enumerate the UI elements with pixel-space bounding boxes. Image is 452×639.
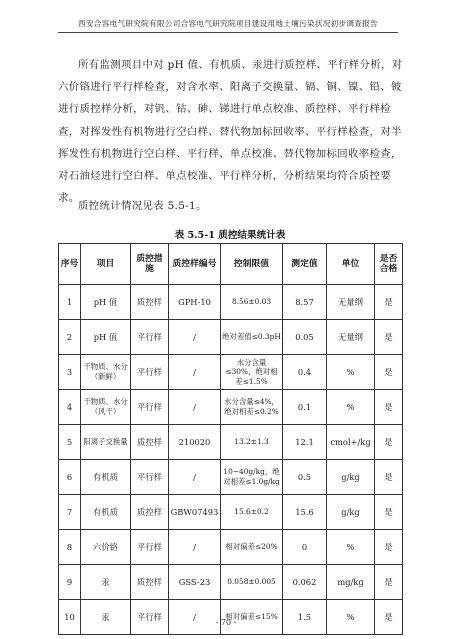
cell-qc-method: 平行样: [131, 390, 169, 425]
cell-unit: 无量纲: [327, 320, 375, 355]
cell-index: 9: [59, 565, 81, 600]
table-row: [59, 460, 403, 495]
cell-qualified: 是: [375, 425, 403, 460]
cell-qualified: 是: [375, 495, 403, 530]
table-row: [59, 530, 403, 565]
table-row: [59, 495, 403, 530]
table-row: [59, 565, 403, 600]
cell-control-limit: 相对偏差≤15%: [221, 600, 283, 635]
cell-qualified: 是: [375, 565, 403, 600]
cell-control-limit: 相对偏差≤20%: [221, 530, 283, 565]
cell-qc-sample-id: /: [169, 530, 221, 565]
cell-qc-sample-id: /: [169, 390, 221, 425]
cell-index: 5: [59, 425, 81, 460]
header-qc-method: 质控措施: [131, 244, 169, 285]
header-index: 序号: [59, 244, 81, 285]
document-header: 西安合容电气研究院有限公司合容电气研究院项目建设用地土壤污染状况初步调查报告: [78, 19, 378, 28]
cell-control-limit: 8.56±0.03: [221, 285, 283, 320]
cell-item: 六价铬: [81, 530, 131, 565]
cell-control-limit: 绝对差值≤0.3pH: [221, 320, 283, 355]
cell-control-limit: 15.6±0.2: [221, 495, 283, 530]
table-row: [59, 285, 403, 320]
header-measured-value: 测定值: [283, 244, 327, 285]
cell-qualified: 是: [375, 390, 403, 425]
cell-qualified: 是: [375, 320, 403, 355]
cell-item: 汞: [81, 600, 131, 635]
cell-control-limit: 水分含量≤30%，绝对相差≤1.5%: [221, 355, 283, 390]
cell-qc-method: 平行样: [131, 600, 169, 635]
cell-index: 6: [59, 460, 81, 495]
table-row: [59, 320, 403, 355]
cell-item: 阳离子交换量: [81, 425, 131, 460]
table-row: [59, 390, 403, 425]
cell-item: 有机质: [81, 460, 131, 495]
cell-control-limit: 水分含量≤4%，绝对相差≤0.2%: [221, 390, 283, 425]
cell-measured-value: 0.062: [283, 565, 327, 600]
cell-qc-method: 平行样: [131, 530, 169, 565]
cell-measured-value: 1.5: [283, 600, 327, 635]
cell-qc-sample-id: /: [169, 600, 221, 635]
cell-qc-method: 质控样: [131, 425, 169, 460]
cell-item: 有机质: [81, 495, 131, 530]
table-row: [59, 425, 403, 460]
cell-qc-method: 平行样: [131, 460, 169, 495]
cell-index: 2: [59, 320, 81, 355]
cell-qc-method: 平行样: [131, 355, 169, 390]
cell-qualified: 是: [375, 285, 403, 320]
cell-control-limit: 10~40g/kg，绝对相差≤1.0g/kg: [221, 460, 283, 495]
cell-unit: mg/kg: [327, 565, 375, 600]
cell-measured-value: 0: [283, 530, 327, 565]
header-divider: [58, 32, 398, 33]
cell-measured-value: 0.1: [283, 390, 327, 425]
cell-measured-value: 15.6: [283, 495, 327, 530]
cell-qualified: 是: [375, 530, 403, 565]
cell-index: 10: [59, 600, 81, 635]
cell-unit: g/kg: [327, 495, 375, 530]
cell-measured-value: 0.05: [283, 320, 327, 355]
header-unit: 单位: [327, 244, 375, 285]
cell-item: 汞: [81, 565, 131, 600]
table-header-row: [59, 244, 403, 285]
cell-qc-method: 质控样: [131, 565, 169, 600]
cell-qc-sample-id: /: [169, 320, 221, 355]
cell-measured-value: 0.5: [283, 460, 327, 495]
table-row: [59, 600, 403, 635]
cell-qc-sample-id: /: [169, 460, 221, 495]
cell-index: 8: [59, 530, 81, 565]
cell-measured-value: 0.4: [283, 355, 327, 390]
header-qualified: 是否合格: [375, 244, 403, 285]
cell-qc-method: 质控样: [131, 495, 169, 530]
cell-qc-sample-id: GBW07493: [169, 495, 221, 530]
cell-item: pH 值: [81, 320, 131, 355]
cell-index: 1: [59, 285, 81, 320]
cell-index: 7: [59, 495, 81, 530]
cell-unit: g/kg: [327, 460, 375, 495]
cell-index: 3: [59, 355, 81, 390]
cell-index: 4: [59, 390, 81, 425]
cell-item: 干物质、水分（新鲜）: [81, 355, 131, 390]
cell-qualified: 是: [375, 600, 403, 635]
cell-qc-sample-id: /: [169, 355, 221, 390]
cell-item: pH 值: [81, 285, 131, 320]
cell-unit: %: [327, 355, 375, 390]
cell-control-limit: 13.2±1.3: [221, 425, 283, 460]
cell-item: 干物质、水分（风干）: [81, 390, 131, 425]
cell-measured-value: 8.57: [283, 285, 327, 320]
table-caption: 表 5.5-1 质控结果统计表: [174, 230, 286, 241]
header-qc-sample-id: 质控样编号: [169, 244, 221, 285]
cell-qc-method: 平行样: [131, 320, 169, 355]
cell-qualified: 是: [375, 460, 403, 495]
body-paragraph-table-reference: 质控统计情况见表 5.5-1。: [78, 200, 207, 212]
cell-unit: %: [327, 600, 375, 635]
cell-unit: cmol+/kg: [327, 425, 375, 460]
table-row: [59, 355, 403, 390]
cell-qualified: 是: [375, 355, 403, 390]
cell-qc-sample-id: GPH-10: [169, 285, 221, 320]
cell-qc-method: 质控样: [131, 285, 169, 320]
header-control-limit: 控制限值: [221, 244, 283, 285]
page-number: - 70 -: [215, 618, 237, 627]
cell-unit: %: [327, 390, 375, 425]
qc-results-table: [58, 243, 403, 635]
cell-control-limit: 0.058±0.005: [221, 565, 283, 600]
header-item: 项目: [81, 244, 131, 285]
cell-unit: %: [327, 530, 375, 565]
body-paragraph-qc-summary: 所有监测项目中对 pH 值、有机质、汞进行质控样、平行样分析，对六价铬进行平行样检查，对含水率、阳离子交换量、镉、铜、镍、铅、铍进行质控样分析，对钒、钴、砷、锑进行单点校准、质控样、平行样检查，对挥发性有机物进行空白样、替代物加标回收率、平行样检查，对半挥发性有机物进行空白样、平行样、单点校准、替代物加标回收率检查，对石油烃进行空白样、单点校准、平行样分析，分析结果均符合质控要求。: [58, 59, 403, 205]
cell-qc-sample-id: 210020: [169, 425, 221, 460]
cell-qc-sample-id: GSS-23: [169, 565, 221, 600]
cell-unit: 无量纲: [327, 285, 375, 320]
cell-measured-value: 12.1: [283, 425, 327, 460]
